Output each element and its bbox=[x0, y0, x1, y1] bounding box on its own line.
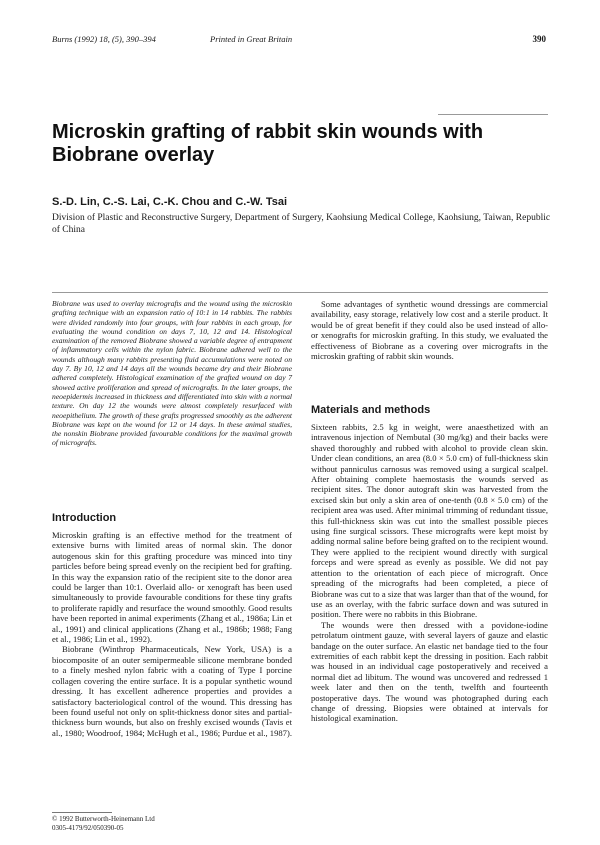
abstract: Biobrane was used to overlay micrografts and the wound using the microskin grafting technique with an expansion ratio of 10:1 in 14 rabbits. The rabbits were divided randomly into four groups, with four rabbits in each group, for evaluating the wound condition on days 7, 10, 12 and 14. Histological examination of the removed Biobrane showed a variable degree of entrapment of inflammatory cells within the nylon fabric. Biobrane adhered well to the wounds although many rabbits presenting fluid accumulations were noted on day 7. By 10, 12 and 14 days all the wounds became dry and their Biobrane adhered completely. Histological examination of the grafted wound on day 7 showed active proliferation and spread of micrografts. In the later groups, the neoepidermis increased in thickness and differentiated into skin with a normal texture. On day 12 the wounds were almost completely resurfaced with neoepithelium. The growth of these grafts progressed smoothly as the adherent Biobrane was kept on the wound for 12 or 14 days. In these animal studies, the nonskin Biobrane provided favourable conditions for the maximal growth of micrografts. bbox=[52, 299, 292, 448]
running-header bbox=[52, 34, 546, 48]
page-number: 390 bbox=[532, 34, 546, 44]
author-list: S.-D. Lin, C.-S. Lai, C.-K. Chou and C.-W. Tsai bbox=[52, 196, 288, 208]
title-rule bbox=[438, 114, 548, 115]
intro-heading: Introduction bbox=[52, 512, 117, 524]
methods-body bbox=[311, 422, 548, 724]
printed-note: Printed in Great Britain bbox=[210, 34, 293, 44]
footnote-rule bbox=[52, 812, 112, 813]
copyright-line: © 1992 Butterworth-Heinemann Ltd bbox=[52, 815, 155, 823]
issn-line: 0305-4179/92/050390-05 bbox=[52, 823, 124, 832]
article-title: Microskin grafting of rabbit skin wounds with Biobrane overlay bbox=[52, 121, 484, 166]
section-divider bbox=[52, 292, 548, 293]
methods-paragraph-2: The wounds were then dressed with a povidone-iodine petrolatum ointment gauze, with several layers of gauze and elastic bandage on the outer surface. An elastic net bandage tied to the four extremities of each rabbit kept the dressing in position. Each rabbit was housed in an individual cage postoperatively and received a normal diet ad libitum. The wound was uncovered and redressed 1 week later and then on the tenth, twelfth and fourteenth postoperative days. The wound was photographed during each change of dressing. Biopsies were obtained at intervals for histological examination. bbox=[311, 619, 548, 724]
right-paragraph-1: Some advantages of synthetic wound dressings are commercial availability, easy storage, relatively low cost and a sterile product. It would be of great benefit if they could also be used instead of allo- or xenografts for microskin grafting. In this study, we evaluated the effectiveness of Biobrane as a covering over micrografts in the microskin grafting of rabbit skin wounds. bbox=[311, 299, 548, 362]
affiliation: Division of Plastic and Reconstructive Surgery, Department of Surgery, Kaohsiung Medical College, Kaohsiung, Taiwan, Republic of China bbox=[52, 213, 551, 235]
intro-paragraph-1: Microskin grafting is an effective method for the treatment of extensive burns with limited areas of normal skin. The donor autogenous skin for this grafting procedure was minced into tiny particles before being spread evenly on the recipient bed for grafting. In this way the expansion ratio of the recipient site to the donor area could be larger than 10:1. Overlaid allo- or xenograft has been used simultaneously to provide favourable conditions for these tiny grafts to proliferate rapidly and resurface the wound smoothly. Good results have been reported in animal experiments (Zhang et al., 1986a; Lin et al., 1991) and clinical applications (Zhang et al., 1986b; 1988; Fang et al., 1986; Lin et al., 1992). bbox=[52, 530, 292, 645]
intro-paragraph-2: Biobrane (Winthrop Pharmaceuticals, New York, USA) is a biocomposite of an outer semipermeable silicone membrane bonded to a finely meshed nylon fabric with a coating of Type I porcine collagen covering the entire surface. It is a popular synthetic wound dressing. It has excellent adherence properties and provides a satisfactory bacteriological control of the wound. This dressing has been found useful not only on split-thickness donor sites and partial-thickness burn wounds, but also on freshly excised wounds (Tavis et al., 1980; Woodroof, 1984; McHugh et al., 1986; Purdue et al., 1987). bbox=[52, 644, 292, 738]
intro-body bbox=[52, 530, 292, 738]
methods-heading: Materials and methods bbox=[311, 404, 431, 416]
journal-citation: Burns (1992) 18, (5), 390–394 bbox=[52, 34, 156, 44]
right-intro bbox=[311, 299, 548, 361]
methods-paragraph-1: Sixteen rabbits, 2.5 kg in weight, were anaesthetized with an intravenous injection of Nembutal (30 mg/kg) and their backs were shaved thoroughly and rubbed with alcohol to provide clean skin. Under clean conditions, an area (8.0 × 5.0 cm) of full-thickness skin without panniculus carnosus was removed using a surgical scalpel. After obtaining complete haemostasis the wounds served as recipient sites. The donor autograft skin was harvested from the excised skin but only a skin area of one-tenth (0.8 × 5.0 cm) of the recipient area was used. After minimal trimming of redundant tissue, this full-thickness skin was cut into the smallest possible pieces using fine surgical scissors. These micrografts were kept moist by adding normal saline before being grafted on to the recipient wound. They were applied to the recipient wound directly with surgical forceps and were spread as evenly as possible. We did not pay attention to the orientation of each piece of micrograft. Once spreading of the micrografts had been completed, a piece of Biobrane was cut to a size that was larger than that of the wound, for use as an overlay, with the fabric surface down and was sutured in position. There were no rabbits in this Biobrane. bbox=[311, 422, 548, 620]
footnote bbox=[52, 815, 292, 832]
